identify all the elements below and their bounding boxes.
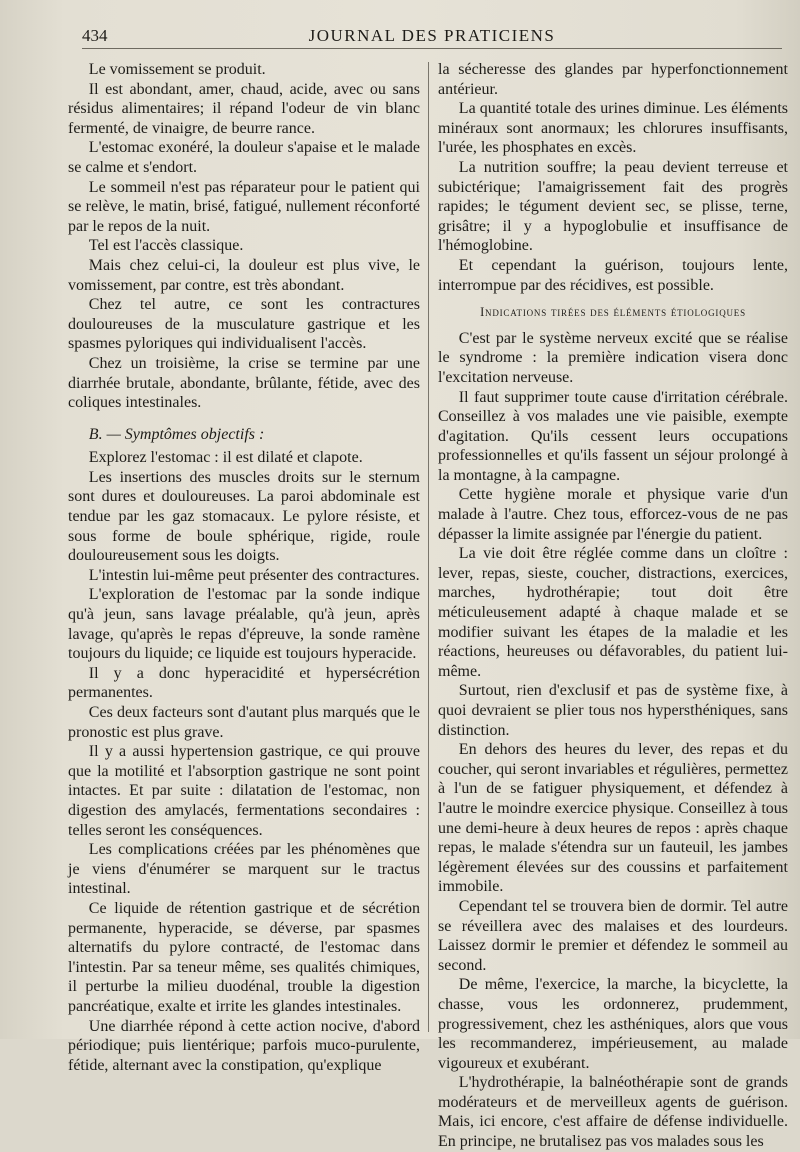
paragraph: Il y a donc hyperacidité et hypersécrétion permanentes.	[68, 664, 420, 702]
journal-title: JOURNAL DES PRATICIENS	[308, 26, 556, 45]
paragraph: Les insertions des muscles droits sur le sternum sont dures et douloureuses. La paroi abdominale est tendue par les gaz stomacaux. Le pylore résiste, et sous forme de boule sphérique, rigide, roule douloureusement sous les doigts.	[68, 468, 420, 565]
paragraph: Et cependant la guérison, toujours lente, interrompue par des récidives, est possible.	[438, 256, 788, 294]
paragraph: Surtout, rien d'exclusif et pas de système fixe, à quoi devraient se plier tous nos hypersthéniques, sans distinction.	[438, 682, 788, 739]
right-column	[438, 60, 788, 1151]
page-number: 434	[82, 26, 108, 45]
paragraph: C'est par le système nerveux excité que se réalise le syndrome : la première indication visera donc l'excitation nerveuse.	[438, 329, 788, 386]
paragraph: De même, l'exercice, la marche, la bicyclette, la chasse, vous les ordonnerez, prudemment, progressivement, chez les asthéniques, alors que vous les recommanderez, impérieusement, au malade vigoureux et exubérant.	[438, 976, 788, 1072]
paragraph: Tel est l'accès classique.	[88, 237, 244, 255]
column-divider	[428, 62, 429, 1032]
section-heading: Indications tirées des éléments étiologiques	[480, 305, 746, 320]
paragraph: Cette hygiène morale et physique varie d'un malade à l'autre. Chez tous, efforcez-vous de ne pas dépasser la limite assignée par l'énergie du patient.	[438, 486, 788, 543]
paragraph: Il y a aussi hypertension gastrique, ce qui prouve que la motilité et l'absorption gastrique ne sont point intactes. Et par suite : dilatation de l'estomac, non digestion des amylacés, fermentations secondaires : telles seront les conséquences.	[68, 743, 420, 839]
paragraph: L'intestin lui-même peut présenter des contractures.	[88, 566, 420, 584]
paragraph: Mais chez celui-ci, la douleur est plus vive, le vomissement, par contre, est très abondant.	[68, 256, 420, 294]
paragraph: Une diarrhée répond à cette action nocive, d'abord périodique; puis lientérique; parfois muco-purulente, fétide, alternant avec la constipation, qu'explique	[68, 1017, 420, 1074]
paragraph: L'estomac exonéré, la douleur s'apaise et le malade se calme et s'endort.	[68, 139, 420, 176]
paragraph: Le vomissement se produit.	[88, 61, 266, 78]
paragraph: La quantité totale des urines diminue. Les éléments minéraux sont anormaux; les chlorures insuffisants, l'urée, les phosphates en excès.	[438, 100, 788, 157]
paragraph: Ce liquide de rétention gastrique et de sécrétion permanente, hyperacide, se déverse, par spasmes alternatifs du pylore contracté, de l'estomac dans l'intestin. Par sa teneur même, ses qualités chimiques, il perturbe la milieu duodénal, trouble la digestion pancréatique, exalte et irrite les glandes intestinales.	[68, 899, 420, 1015]
paragraph: En dehors des heures du lever, des repas et du coucher, qui seront invariables et régulières, permettez à l'un de se fatiguer physiquement, et défendez à l'autre le moindre exercice physique. Conseillez à tous une demi-heure à deux heures de repos : après chaque repas, le malade s'étendra sur un fauteuil, les jambes légèrement élevées sur des coussins et parfaitement immobile.	[438, 741, 788, 896]
page-header	[82, 22, 782, 49]
paragraph: Il est abondant, amer, chaud, acide, avec ou sans résidus alimentaires; il répand l'odeur de vin blanc fermenté, de vinaigre, de beurre rance.	[68, 80, 420, 137]
paragraph: Les complications créées par les phénomènes que je viens d'énumérer se marquent sur le tractus intestinal.	[68, 841, 420, 898]
paragraph: L'hydrothérapie, la balnéothérapie sont de grands modérateurs et de merveilleux agents de guérison. Mais, ici encore, c'est affaire de défense individuelle. En principe, ne brutalisez pas vos malades sous les	[438, 1074, 788, 1151]
paragraph: La nutrition souffre; la peau devient terreuse et subictérique; l'amaigrissement fait des progrès rapides; le tégument devient sec, se plisse, terne, grisâtre; il y a hypoglobulie et insuffisance de l'hémoglobine.	[438, 158, 788, 255]
paragraph: Il faut supprimer toute cause d'irritation cérébrale. Conseillez à vos malades une vie paisible, exempte d'agitation. Qu'ils cessent leurs occupations professionnelles et qu'ils fassent un séjour prolongé à la montagne, à la campagne.	[438, 388, 788, 484]
paragraph: Chez tel autre, ce sont les contractures douloureuses de la musculature gastrique et les spasmes pyloriques qui individualisent l'accès.	[68, 296, 420, 353]
paragraph: la sécheresse des glandes par hyperfonctionnement antérieur.	[438, 61, 788, 98]
paragraph: Ces deux facteurs sont d'autant plus marqués que le pronostic est plus grave.	[68, 704, 420, 741]
paragraph: Cependant tel se trouvera bien de dormir. Tel autre se réveillera avec des malaises et des lourdeurs. Laissez dormir le premier et défendez le sommeil au second.	[438, 897, 788, 974]
paragraph: Chez un troisième, la crise se termine par une diarrhée brutale, abondante, brûlante, fétide, avec des coliques intestinales.	[68, 354, 420, 412]
paragraph: L'exploration de l'estomac par la sonde indique qu'à jeun, sans lavage préalable, qu'à jeun, après lavage, qu'après le repas d'épreuve, la sonde ramène toujours du liquide; ce liquide est toujours hyperacide.	[68, 586, 420, 663]
paragraph: La vie doit être réglée comme dans un cloître : lever, repas, sieste, coucher, distractions, exercices, marches, hydrothérapie; tout doit être méticuleusement adapté à chaque malade et se modifier suivant les étapes de la maladie et les réactions, heureuses ou défavorables, du patient lui-même.	[438, 545, 788, 680]
paragraph: Explorez l'estomac : il est dilaté et clapote.	[88, 449, 363, 467]
left-column	[68, 60, 420, 1074]
paragraph: Le sommeil n'est pas réparateur pour le patient qui se relève, le matin, brisé, fatigué, nullement réconforté par le repos de la nuit.	[68, 178, 420, 235]
section-subheading: B. — Symptômes objectifs :	[88, 425, 265, 443]
